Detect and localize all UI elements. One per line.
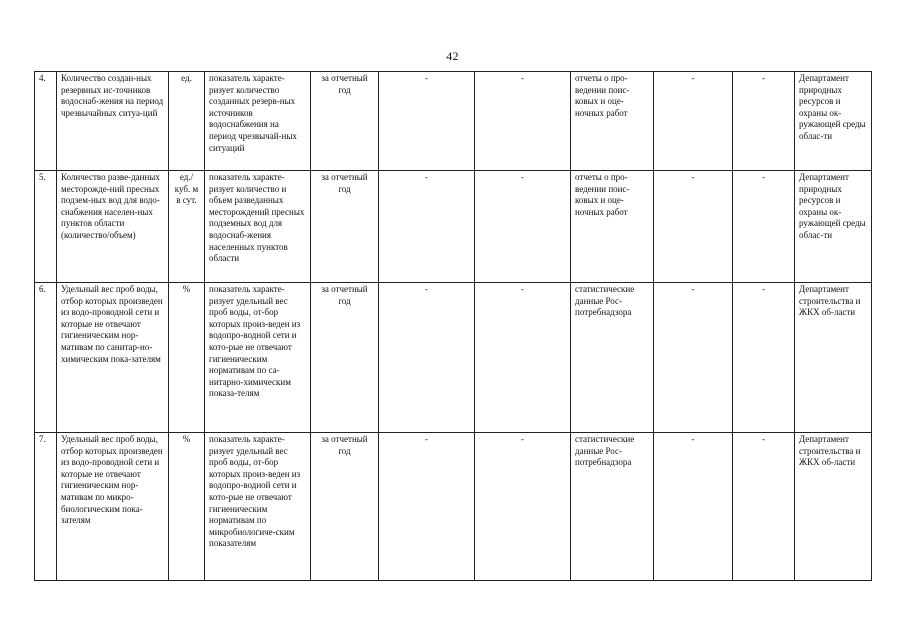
empty-value-cell: -: [654, 171, 733, 283]
responsible-department: Департамент природных ресурсов и охраны ок-ружающей среды облас-ти: [795, 171, 872, 283]
reporting-period: за отчетный год: [311, 283, 379, 433]
table-row: [35, 283, 872, 433]
unit-of-measure: ед.: [169, 72, 205, 171]
page-number: 42: [446, 49, 459, 63]
indicator-name: Удельный вес проб воды, отбор которых произведен из водо-проводной сети и которые не отвечают гигиеническим нор-мативам по микро-биологическим пока-зателям: [57, 433, 169, 581]
empty-value-cell: -: [733, 72, 795, 171]
table-row: [35, 433, 872, 581]
row-number: 4.: [35, 72, 57, 171]
data-source: отчеты о про-ведении поис-ковых и оце-ночных работ: [571, 72, 654, 171]
indicator-name: Количество создан-ных резервных ис-точников водоснаб-жения на период чрезвычайных ситуа-ций: [57, 72, 169, 171]
empty-value-cell: -: [654, 72, 733, 171]
row-number: 6.: [35, 283, 57, 433]
reporting-period: за отчетный год: [311, 171, 379, 283]
data-source: статистические данные Рос-потребнадзора: [571, 283, 654, 433]
responsible-department: Департамент строительства и ЖКХ об-ласти: [795, 283, 872, 433]
data-source: отчеты о про-ведении поис-ковых и оце-ночных работ: [571, 171, 654, 283]
empty-value-cell: -: [654, 433, 733, 581]
unit-of-measure: ед./ куб. м в сут.: [169, 171, 205, 283]
table-row: [35, 171, 872, 283]
empty-value-cell: -: [475, 433, 571, 581]
empty-value-cell: -: [733, 433, 795, 581]
unit-of-measure: %: [169, 433, 205, 581]
table-row: [35, 72, 872, 171]
responsible-department: Департамент строительства и ЖКХ об-ласти: [795, 433, 872, 581]
empty-value-cell: -: [379, 283, 475, 433]
indicator-description: показатель характе-ризует количество и объем разведанных месторождений пресных подземных вод для водоснаб-жения населенных пунктов области: [205, 171, 311, 283]
empty-value-cell: -: [379, 72, 475, 171]
unit-of-measure: %: [169, 283, 205, 433]
responsible-department: Департамент природных ресурсов и охраны ок-ружающей среды облас-ти: [795, 72, 872, 171]
indicator-name: Удельный вес проб воды, отбор которых произведен из водо-проводной сети и которые не отвечают гигиеническим нор-мативам по санитар-но-химическим пока-зателям: [57, 283, 169, 433]
empty-value-cell: -: [733, 171, 795, 283]
indicators-table: [34, 71, 872, 581]
indicator-description: показатель характе-ризует удельный вес проб воды, от-бор которых произ-веден из водопро-водной сети и кото-рые не отвечают гигиеническим нормативам по микробиологиче-ским показателям: [205, 433, 311, 581]
empty-value-cell: -: [379, 433, 475, 581]
empty-value-cell: -: [475, 72, 571, 171]
empty-value-cell: -: [475, 283, 571, 433]
data-source: статистические данные Рос-потребнадзора: [571, 433, 654, 581]
empty-value-cell: -: [379, 171, 475, 283]
indicator-description: показатель характе-ризует удельный вес проб воды, от-бор которых произ-веден из водопро-водной сети и кото-рые не отвечают гигиеническим нормативам по са-нитарно-химическим показа-телям: [205, 283, 311, 433]
row-number: 5.: [35, 171, 57, 283]
empty-value-cell: -: [475, 171, 571, 283]
indicator-name: Количество разве-данных месторожде-ний пресных подзем-ных вод для водо-снабжения населен-ных пунктов области (количество/объем): [57, 171, 169, 283]
indicator-description: показатель характе-ризует количество созданных резерв-ных источников водоснабжения на период чрезвычай-ных ситуаций: [205, 72, 311, 171]
reporting-period: за отчетный год: [311, 72, 379, 171]
empty-value-cell: -: [733, 283, 795, 433]
reporting-period: за отчетный год: [311, 433, 379, 581]
empty-value-cell: -: [654, 283, 733, 433]
row-number: 7.: [35, 433, 57, 581]
